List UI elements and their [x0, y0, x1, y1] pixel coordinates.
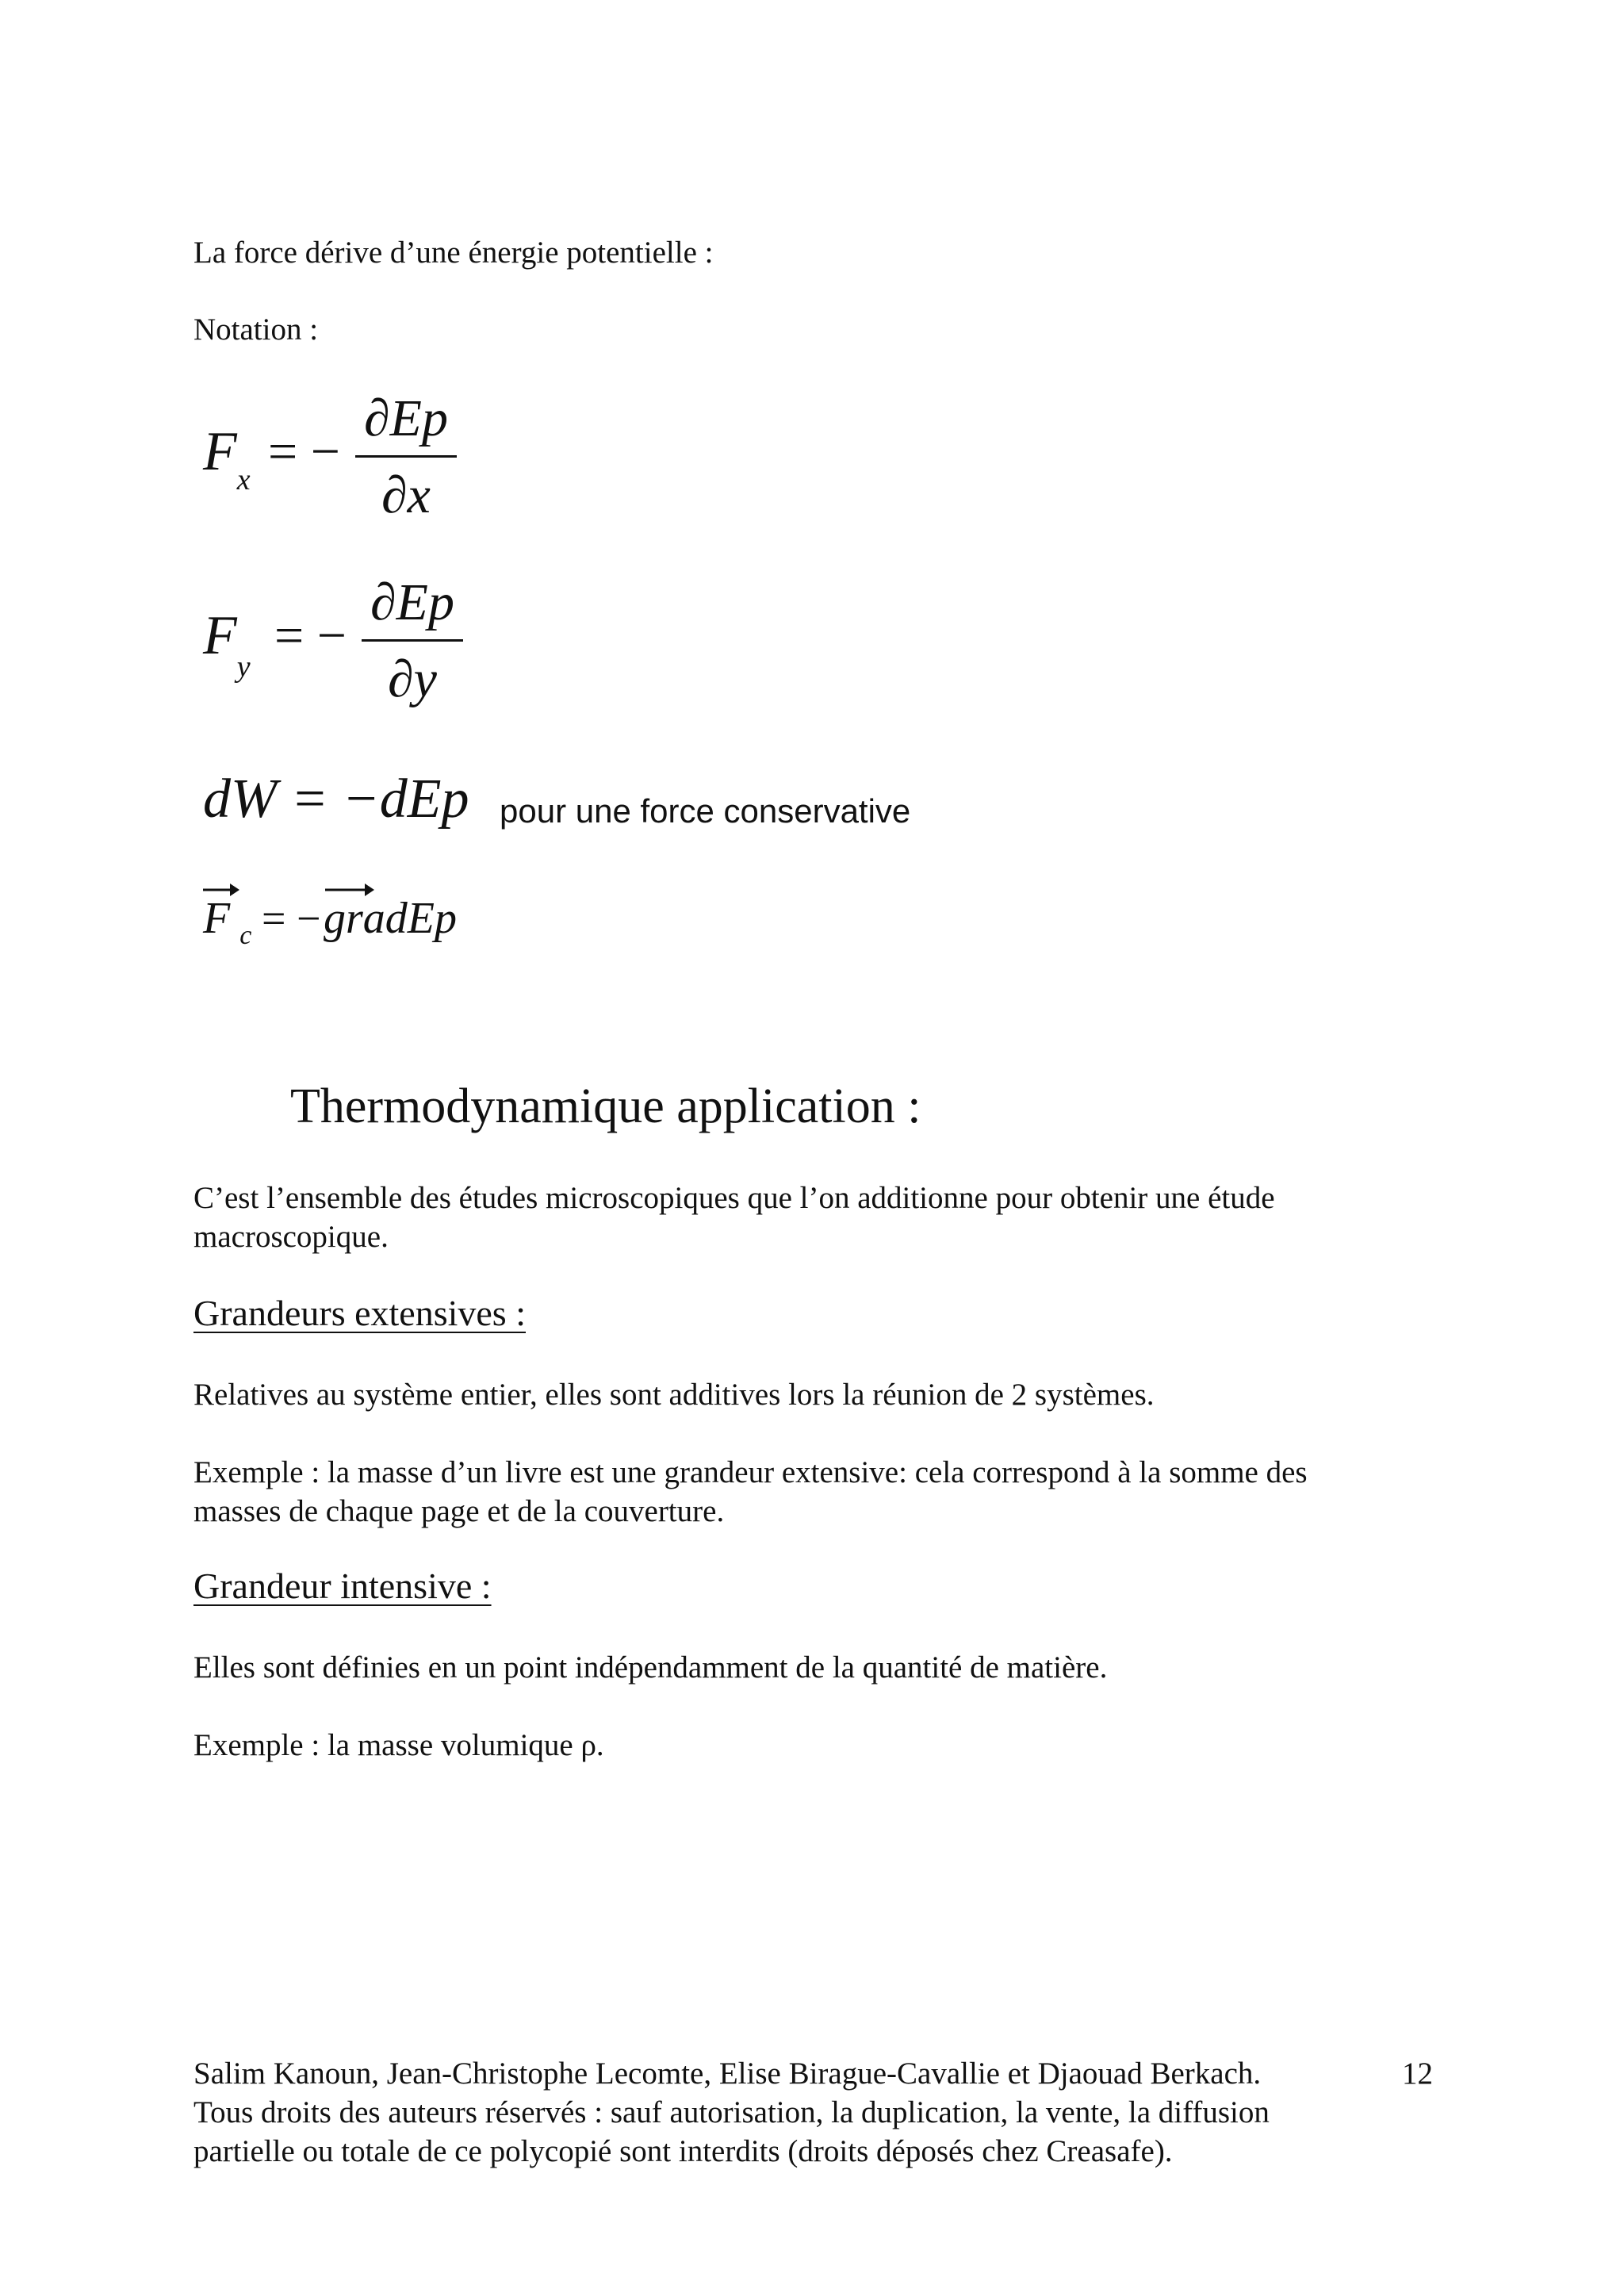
footer-rights-line-2: partielle ou totale de ce polycopié sont interdits (droits déposés chez Creasafe).: [193, 2134, 1173, 2168]
intro-line-force: La force dérive d’une énergie potentielle :: [193, 236, 714, 270]
extensive-description: Relatives au système entier, elles sont additives lors la réunion de 2 systèmes.: [193, 1378, 1155, 1412]
grad-lhs: F $_c$: [203, 894, 252, 951]
intensive-example: Exemple : la masse volumique ρ.: [193, 1728, 604, 1762]
extensive-example-line-1: Exemple : la masse d’un livre est une grandeur extensive: cela correspond à la somme des: [193, 1455, 1308, 1489]
heading-intensive: Grandeur intensive :: [193, 1566, 492, 1606]
footer: [193, 2054, 1270, 2171]
grad-equals-minus: = −: [262, 895, 321, 942]
extensive-example-line-2: masses de chaque page et de la couverture.: [193, 1494, 725, 1528]
footer-rights-line-1: Tous droits des auteurs réservés : sauf autorisation, la duplication, la vente, la diffusion: [193, 2095, 1270, 2129]
equation-dw: dW = −dEp: [203, 769, 469, 830]
fy-denominator: ∂y: [388, 650, 437, 708]
fx-fraction: [355, 389, 457, 526]
conservative-force-note: pour une force conservative: [500, 792, 911, 830]
fx-denominator: ∂x: [381, 466, 431, 524]
fy-lhs: $F_y$: [203, 605, 251, 684]
fx-numerator: ∂Ep: [364, 389, 448, 447]
section-title: Thermodynamique application :: [290, 1079, 921, 1133]
fy-equals-minus: = −: [274, 607, 347, 665]
fy-fraction: [362, 573, 463, 710]
page-number: 12: [1402, 2056, 1433, 2091]
fy-numerator: ∂Ep: [370, 573, 454, 631]
intensive-description: Elles sont définies en un point indépendamment de la quantité de matière.: [193, 1650, 1108, 1685]
fx-lhs: $F_x$: [203, 421, 251, 496]
fx-equals-minus: = −: [268, 423, 340, 481]
fy-fraction-bar: [362, 639, 463, 642]
definition-line-1: C’est l’ensemble des études microscopiques que l’on additionne pour obtenir une étude: [193, 1181, 1275, 1215]
heading-extensive: Grandeurs extensives :: [193, 1293, 526, 1333]
definition-line-2: macroscopique.: [193, 1220, 389, 1254]
fx-fraction-bar: [355, 455, 457, 458]
footer-authors: Salim Kanoun, Jean-Christophe Lecomte, Elise Birague-Cavallie et Djaouad Berkach.: [193, 2056, 1262, 2091]
intro-line-notation: Notation :: [193, 312, 319, 347]
grad-rhs: gradEp: [324, 894, 457, 943]
